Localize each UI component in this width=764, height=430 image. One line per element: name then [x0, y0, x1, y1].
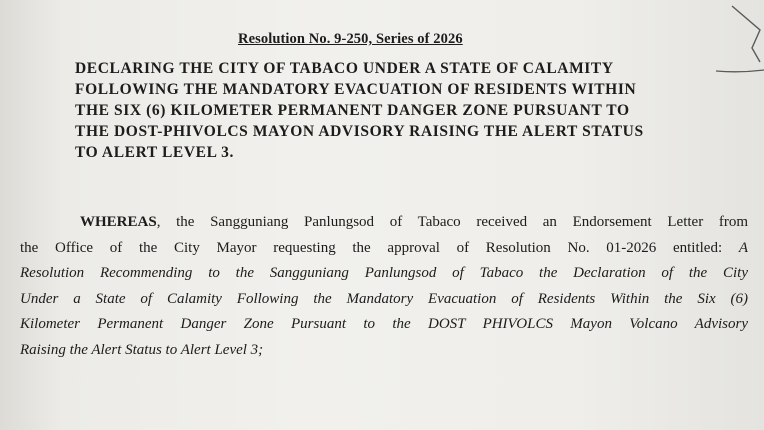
title-line: FOLLOWING THE MANDATORY EVACUATION OF RESIDENTS WITHIN: [75, 81, 637, 98]
resolution-title: [75, 58, 735, 163]
body-line: [20, 210, 748, 236]
title-line: THE DOST-PHIVOLCS MAYON ADVISORY RAISING THE ALERT STATUS: [75, 123, 644, 140]
body-line: [20, 236, 748, 262]
whereas-lead: WHEREAS: [80, 214, 157, 230]
title-line: TO ALERT LEVEL 3.: [75, 144, 234, 161]
body-line-italic: Resolution Recommending to the Sangguniang Panlungsod of Tabaco the Declaration of the City: [20, 265, 748, 281]
body-text-italic: A: [738, 239, 748, 256]
resolution-heading: Resolution No. 9-250, Series of 2026: [238, 31, 463, 47]
title-line: DECLARING THE CITY OF TABACO UNDER A STATE OF CALAMITY: [75, 60, 614, 77]
body-line-italic: Under a State of Calamity Following the Mandatory Evacuation of Residents Within the Six (6): [20, 290, 748, 307]
body-text: the Office of the City Mayor requesting the approval of Resolution No. 01-2026 entitled:: [20, 239, 723, 256]
body-text: , the Sangguniang Panlungsod of Tabaco received an Endorsement Letter from: [156, 214, 748, 230]
body-line-italic: Kilometer Permanent Danger Zone Pursuant to the DOST PHIVOLCS Mayon Volcano Advisory: [20, 316, 748, 332]
title-line: THE SIX (6) KILOMETER PERMANENT DANGER ZONE PURSUANT TO: [75, 102, 630, 119]
body-line-italic: Raising the Alert Status to Alert Level 3;: [20, 341, 264, 358]
whereas-clause: [20, 210, 748, 363]
